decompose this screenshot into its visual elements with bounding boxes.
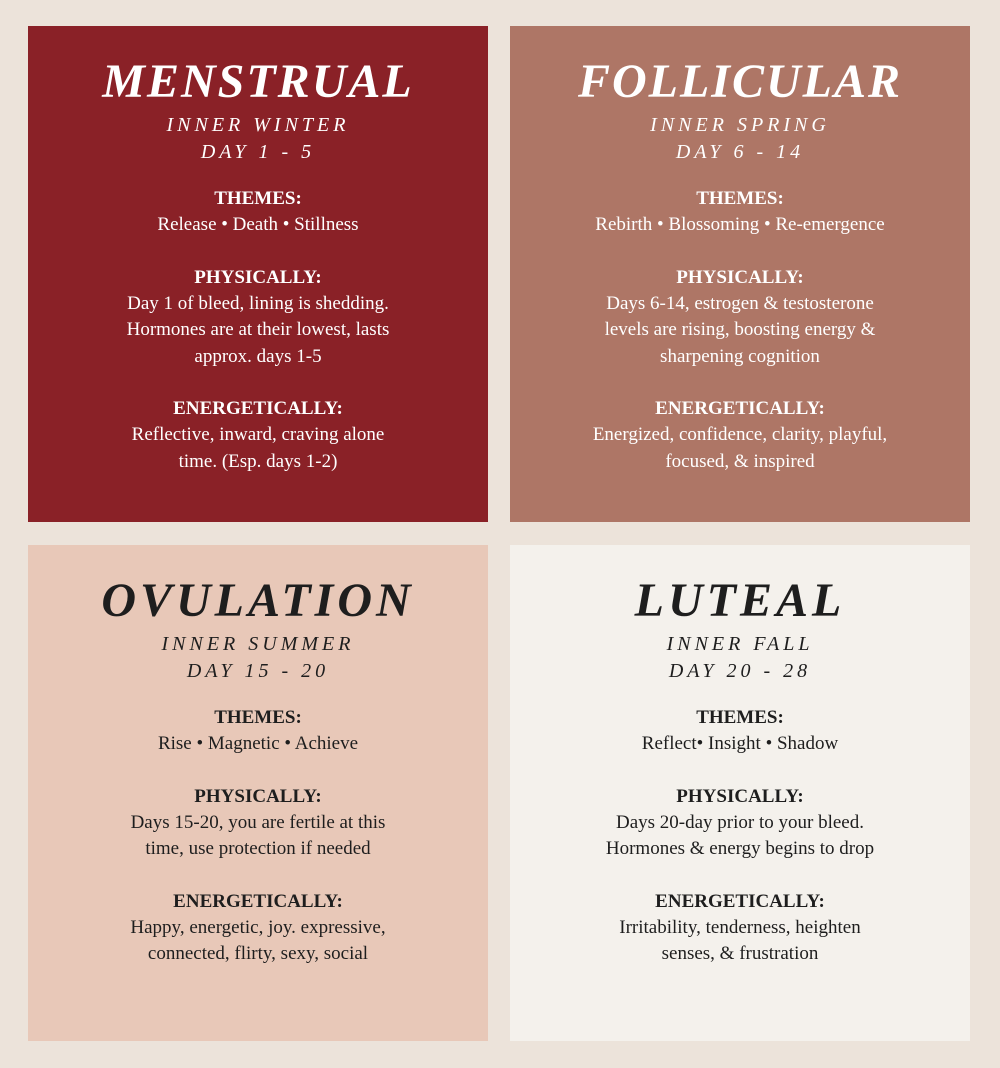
ovulation-card (28, 545, 488, 1041)
energetically-text-line: Happy, energetic, joy. expressive, (130, 916, 386, 938)
physically-label: PHYSICALLY: (194, 266, 322, 288)
phase-title: FOLLICULAR (577, 55, 903, 108)
phase-title: LUTEAL (634, 574, 846, 627)
themes-section (510, 705, 970, 758)
phase-days: DAY 20 - 28 (668, 660, 812, 682)
physically-text-line: Days 15-20, you are fertile at this (130, 811, 386, 833)
follicular-card (510, 26, 970, 522)
energetically-text-line: Energized, confidence, clarity, playful, (592, 424, 888, 445)
themes-section (28, 705, 488, 758)
themes-label: THEMES: (696, 188, 784, 209)
energetically-label: ENERGETICALLY: (173, 398, 343, 419)
physically-text-line: sharpening cognition (660, 345, 820, 367)
physically-section (510, 784, 970, 863)
physically-text-line: Hormones are at their lowest, lasts (126, 319, 390, 340)
phase-season: INNER SUMMER (161, 633, 355, 655)
themes-label: THEMES: (214, 707, 302, 728)
phase-title: OVULATION (101, 574, 415, 627)
phase-season: INNER SPRING (650, 114, 830, 136)
energetically-section (28, 889, 488, 968)
physically-label: PHYSICALLY: (676, 266, 804, 288)
phase-days: DAY 1 - 5 (200, 141, 316, 163)
energetically-text-line: focused, & inspired (665, 450, 815, 472)
phase-title: MENSTRUAL (102, 55, 414, 108)
physically-text-line: approx. days 1-5 (194, 345, 322, 367)
phase-days: DAY 6 - 14 (675, 141, 805, 163)
energetically-label: ENERGETICALLY: (655, 398, 825, 419)
physically-text-line: time, use protection if needed (145, 838, 371, 859)
energetically-text-line: Reflective, inward, craving alone (131, 424, 385, 445)
phase-season: INNER FALL (666, 633, 814, 655)
energetically-text-line: time. (Esp. days 1-2) (178, 450, 338, 472)
physically-label: PHYSICALLY: (676, 785, 804, 807)
themes-text: Rise • Magnetic • Achieve (157, 733, 359, 754)
themes-text: Release • Death • Stillness (157, 214, 359, 235)
physically-label: PHYSICALLY: (194, 785, 322, 807)
luteal-card (510, 545, 970, 1041)
phase-days: DAY 15 - 20 (186, 660, 330, 682)
energetically-section (510, 396, 970, 475)
themes-label: THEMES: (214, 188, 302, 209)
themes-text: Rebirth • Blossoming • Re-emergence (595, 214, 885, 235)
themes-section (510, 186, 970, 239)
themes-section (28, 186, 488, 239)
energetically-text-line: connected, flirty, sexy, social (147, 943, 369, 964)
menstrual-card (28, 26, 488, 522)
physically-section (28, 265, 488, 371)
physically-section (510, 265, 970, 371)
energetically-label: ENERGETICALLY: (173, 890, 343, 912)
themes-label: THEMES: (696, 707, 784, 728)
energetically-label: ENERGETICALLY: (655, 890, 825, 912)
physically-text-line: Days 20-day prior to your bleed. (616, 811, 864, 833)
energetically-text-line: senses, & frustration (661, 943, 819, 964)
energetically-text-line: Irritability, tenderness, heighten (619, 916, 861, 938)
physically-text-line: Day 1 of bleed, lining is shedding. (127, 292, 389, 314)
energetically-section (510, 889, 970, 968)
themes-text: Reflect• Insight • Shadow (641, 733, 839, 754)
physically-section (28, 784, 488, 863)
physically-text-line: levels are rising, boosting energy & (604, 319, 876, 340)
phase-season: INNER WINTER (166, 114, 350, 136)
energetically-section (28, 396, 488, 475)
physically-text-line: Hormones & energy begins to drop (605, 838, 875, 859)
physically-text-line: Days 6-14, estrogen & testosterone (606, 292, 874, 314)
